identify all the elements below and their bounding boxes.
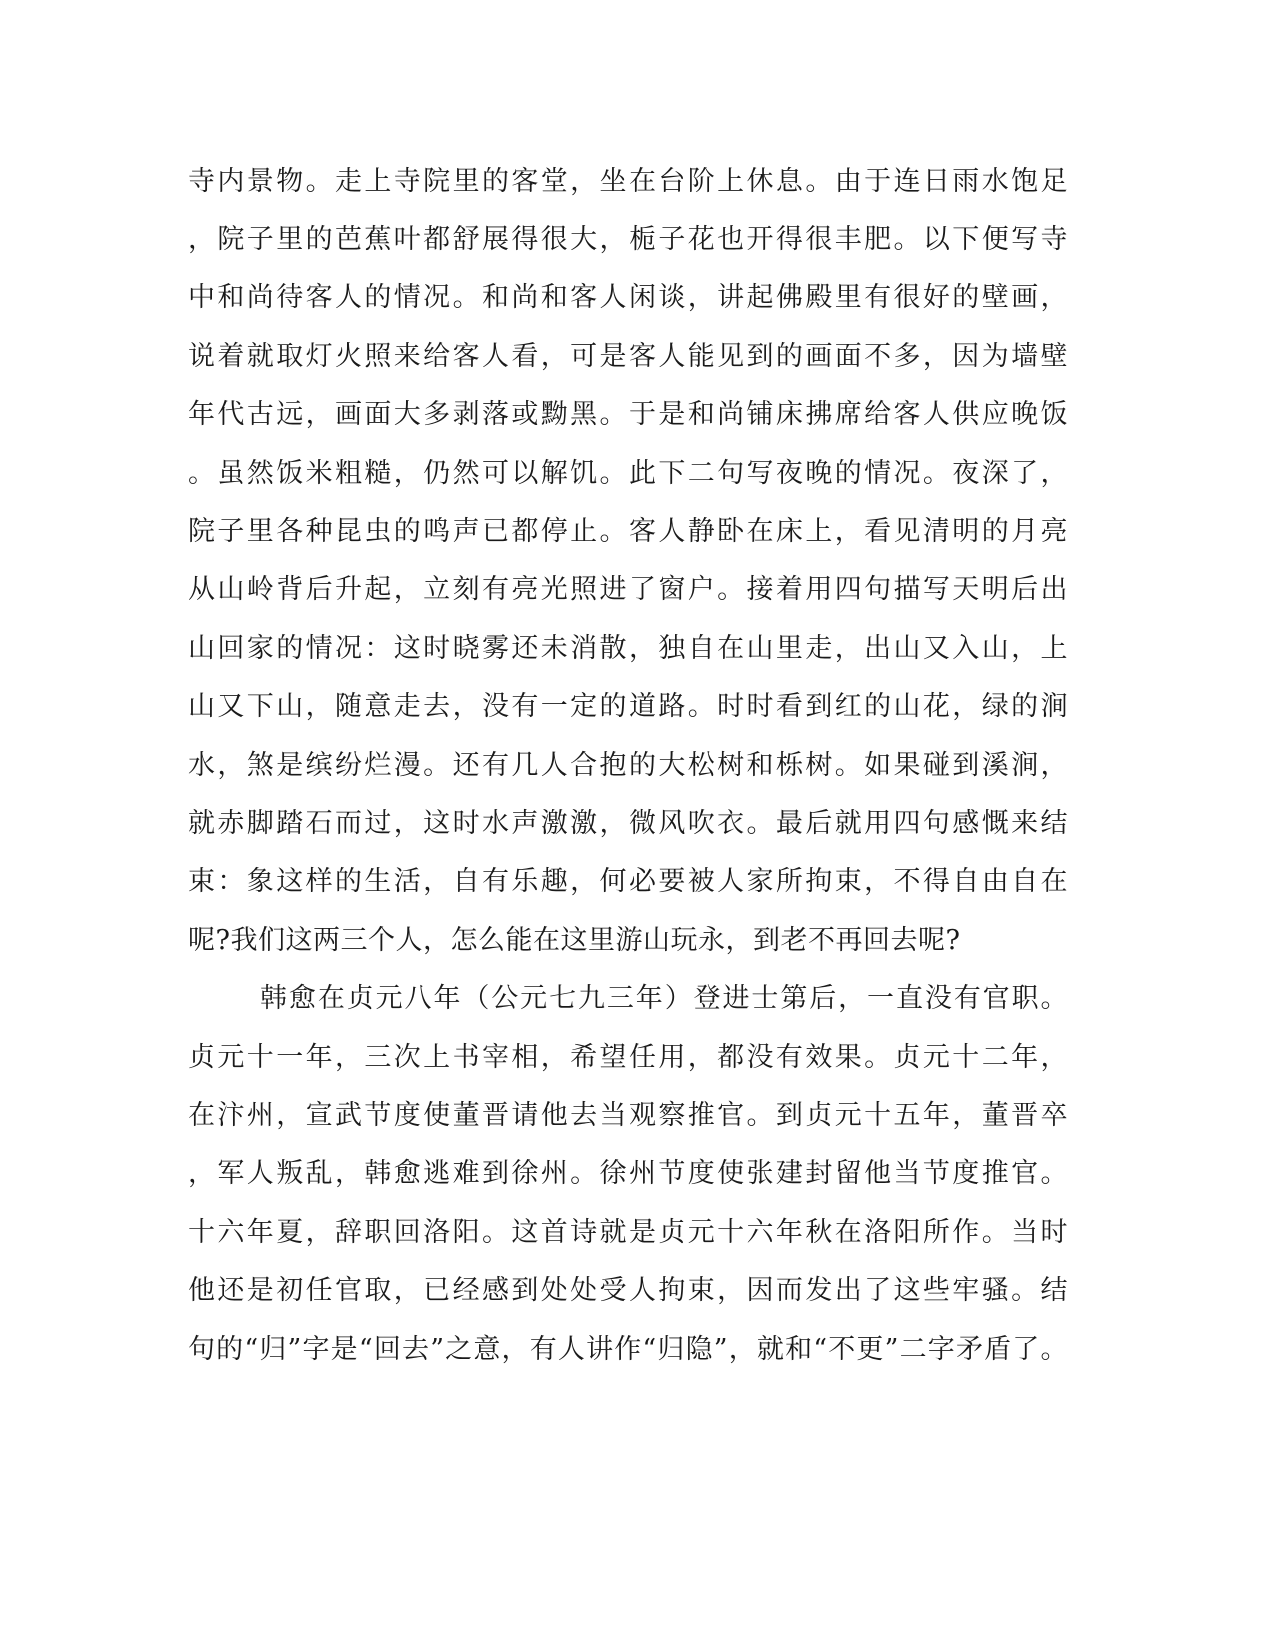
text-line: 水，煞是缤纷烂漫。还有几人合抱的大松树和栎树。如果碰到溪涧， [188,750,1068,781]
text-line: 院子里各种昆虫的鸣声已都停止。客人静卧在床上，看见清明的月亮 [188,516,1068,547]
text-line: 贞元十一年，三次上书宰相，希望任用，都没有效果。贞元十二年， [188,1042,1068,1073]
text-line: 从山岭背后升起，立刻有亮光照进了窗户。接着用四句描写天明后出 [188,574,1068,605]
text-line: 他还是初任官取，已经感到处处受人拘束，因而发出了这些牢骚。结 [188,1275,1068,1306]
paragraph-first-line: 韩愈在贞元八年（公元七九三年）登进士第后，一直没有官职。 [260,983,1068,1014]
text-line: ，军人叛乱，韩愈逃难到徐州。徐州节度使张建封留他当节度推官。 [188,1158,1068,1189]
text-line: 年代古远，画面大多剥落或黝黑。于是和尚铺床拂席给客人供应晚饭 [188,399,1068,430]
text-line: 寺内景物。走上寺院里的客堂，坐在台阶上休息。由于连日雨水饱足 [188,166,1068,197]
text-line: 在汴州，宣武节度使董晋请他去当观察推官。到贞元十五年，董晋卒 [188,1100,1068,1131]
text-line: ，院子里的芭蕉叶都舒展得很大，栀子花也开得很丰肥。以下便写寺 [188,224,1068,255]
text-line: 中和尚待客人的情况。和尚和客人闲谈，讲起佛殿里有很好的壁画， [188,282,1068,313]
paragraph-end-line: 呢?我们这两三个人，怎么能在这里游山玩永，到老不再回去呢? [188,925,961,956]
text-line: 束：象这样的生活，自有乐趣，何必要被人家所拘束，不得自由自在 [188,866,1068,897]
text-line: 说着就取灯火照来给客人看，可是客人能见到的画面不多，因为墙壁 [188,341,1068,372]
text-line: 山又下山，随意走去，没有一定的道路。时时看到红的山花，绿的涧 [188,691,1068,722]
text-line: 就赤脚踏石而过，这时水声激激，微风吹衣。最后就用四句感慨来结 [188,808,1068,839]
text-line: 句的“归”字是“回去”之意，有人讲作“归隐”，就和“不更”二字矛盾了。 [188,1334,1068,1365]
text-line: 十六年夏，辞职回洛阳。这首诗就是贞元十六年秋在洛阳所作。当时 [188,1217,1068,1248]
text-line: 山回家的情况：这时晓雾还未消散，独自在山里走，出山又入山，上 [188,633,1068,664]
text-line: 。虽然饭米粗糙，仍然可以解饥。此下二句写夜晚的情况。夜深了， [188,458,1068,489]
